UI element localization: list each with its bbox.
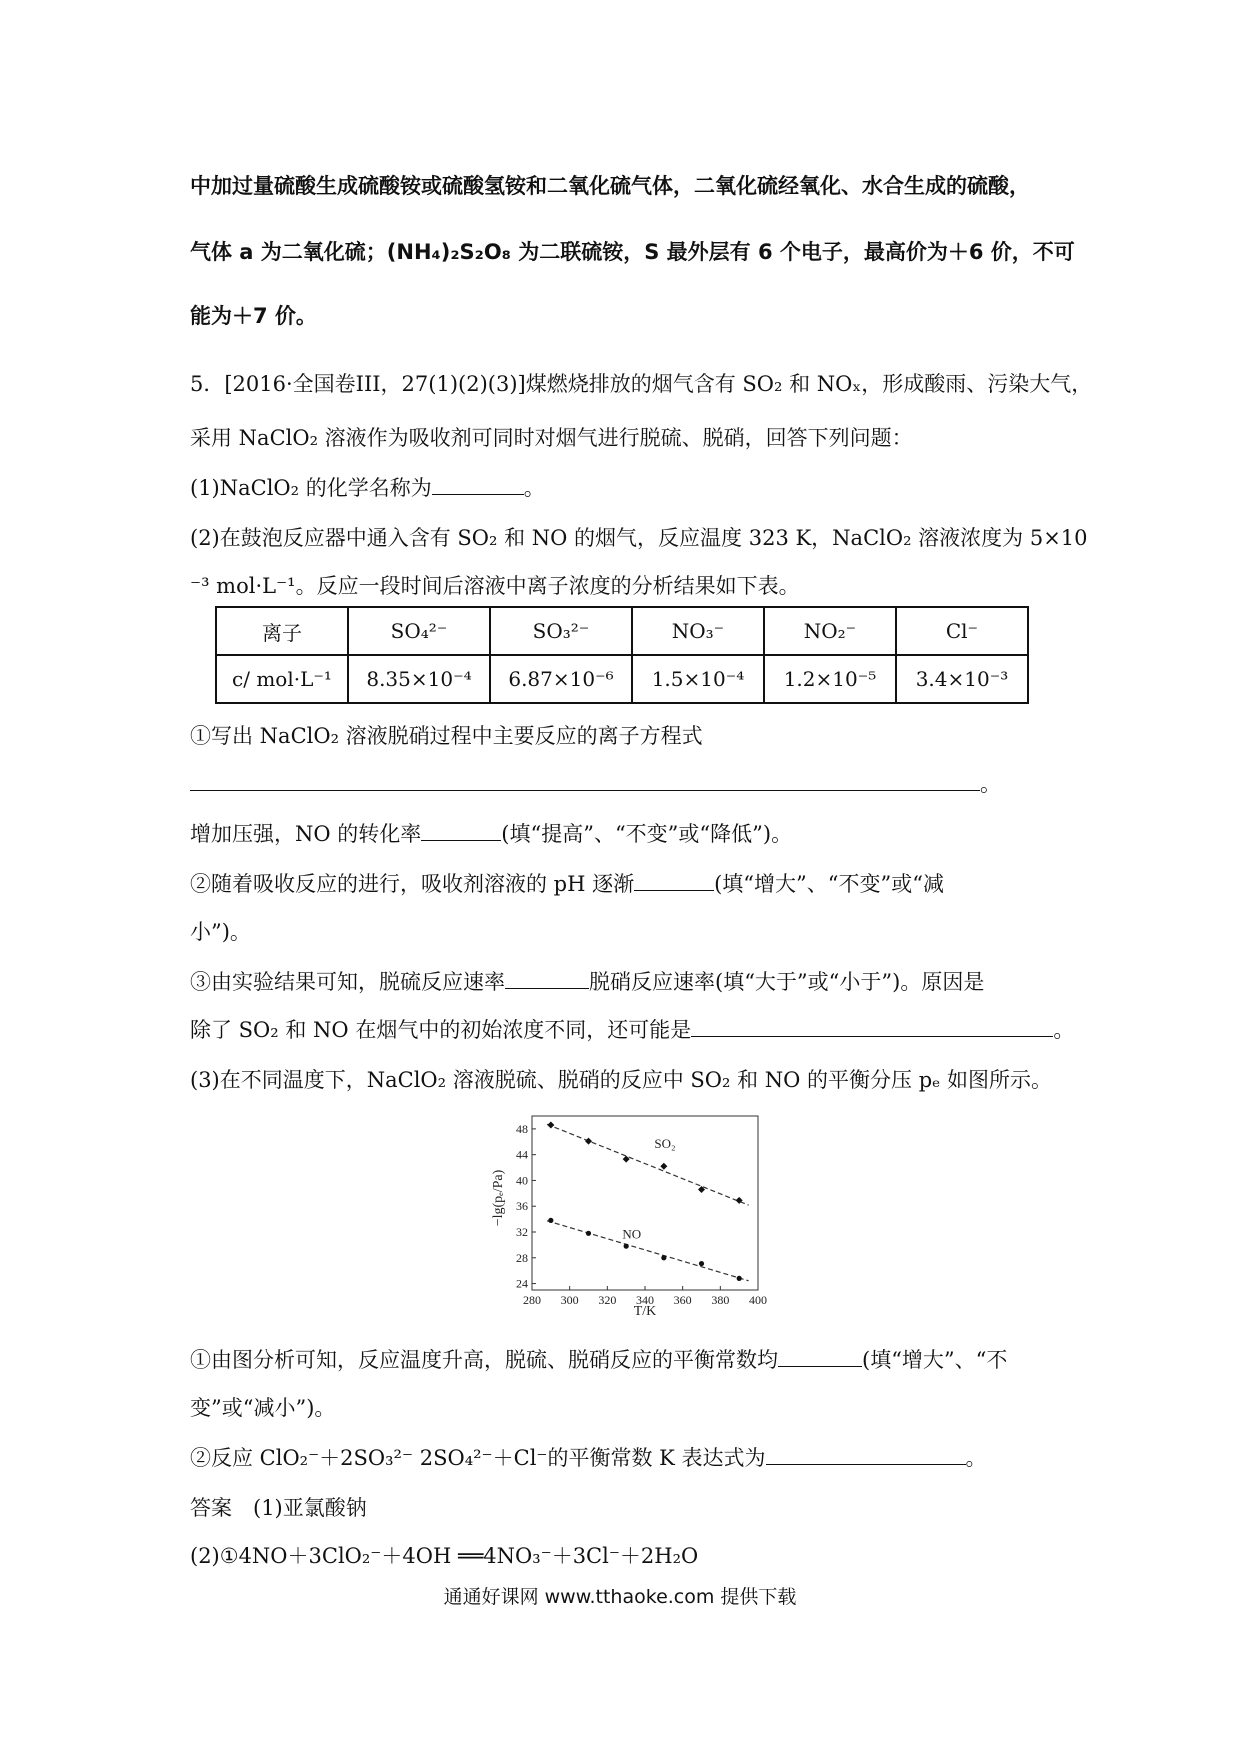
x-tick-label: 280 bbox=[523, 1293, 541, 1307]
y-tick-label: 24 bbox=[516, 1276, 528, 1291]
q-r1-end: (填“增大”、“不 bbox=[862, 1348, 1008, 1372]
subq-3-text: ③由实验结果可知，脱硫反应速率 bbox=[190, 970, 505, 994]
data-point bbox=[699, 1261, 704, 1266]
data-point bbox=[661, 1255, 666, 1260]
part-2-line-2: ⁻³ mol·L⁻¹。反应一段时间后溶液中离子浓度的分析结果如下表。 bbox=[190, 574, 800, 598]
data-point bbox=[547, 1122, 554, 1129]
table-header-cell: 离子 bbox=[216, 607, 348, 655]
subq-1b-end: (填“提高”、“不变”或“降低”)。 bbox=[501, 822, 793, 846]
chart-ylabel: −lg(pₑ/Pa) bbox=[491, 1169, 506, 1227]
question-stem-1: 5．[2016·全国卷III，27(1)(2)(3)]煤燃烧排放的烟气含有 SO₂ 和 NOₓ，形成酸雨、污染大气， bbox=[190, 372, 1093, 396]
footer-text[interactable]: 通通好课网 www.tthaoke.com 提供下载 bbox=[443, 1586, 797, 1608]
subq-1b-text: 增加压强，NO 的转化率 bbox=[190, 822, 422, 846]
x-tick-label: 380 bbox=[711, 1293, 730, 1307]
table-cell: 8.35×10⁻⁴ bbox=[348, 655, 490, 703]
y-tick-label: 32 bbox=[516, 1225, 528, 1239]
x-tick-label: 300 bbox=[560, 1293, 579, 1307]
intro-line-1: 中加过量硫酸生成硫酸铵或硫酸氢铵和二氧化硫气体，二氧化硫经氧化、水合生成的硫酸， bbox=[190, 174, 1030, 198]
table-header-cell: NO₃⁻ bbox=[632, 607, 764, 655]
q-r1-line-1 bbox=[190, 1346, 1007, 1374]
subq-2-text: ②随着吸收反应的进行，吸收剂溶液的 pH 逐渐 bbox=[190, 872, 635, 896]
series-trend-line bbox=[547, 1124, 749, 1205]
subq-3-line-1 bbox=[190, 968, 984, 996]
y-tick-label: 28 bbox=[516, 1250, 528, 1265]
q-r1-line-2: 变”或“减小”)。 bbox=[190, 1396, 336, 1420]
table-cell: 1.5×10⁻⁴ bbox=[632, 655, 764, 703]
y-tick-label: 44 bbox=[516, 1147, 528, 1162]
answer-line-1: 答案 (1)亚氯酸钠 bbox=[190, 1496, 367, 1520]
chart-plot-area bbox=[532, 1116, 758, 1290]
subq-3-end: 脱硝反应速率(填“大于”或“小于”)。原因是 bbox=[589, 970, 985, 994]
table-cell: 1.2×10⁻⁵ bbox=[764, 655, 896, 703]
y-tick-label: 48 bbox=[516, 1121, 528, 1136]
data-point bbox=[737, 1276, 742, 1281]
table-header-row bbox=[216, 607, 1028, 655]
x-tick-label: 360 bbox=[673, 1293, 692, 1307]
data-point bbox=[623, 1156, 630, 1163]
answer-blank-equation[interactable] bbox=[190, 770, 980, 791]
part-1-end: 。 bbox=[523, 476, 545, 500]
intro-line-3: 能为＋7 价。 bbox=[190, 304, 317, 328]
table-header-cell: SO₃²⁻ bbox=[490, 607, 632, 655]
subq-1b bbox=[190, 820, 792, 848]
q-r1-text: ①由图分析可知，反应温度升高，脱硫、脱硝反应的平衡常数均 bbox=[190, 1348, 778, 1372]
answer-blank-constant[interactable] bbox=[778, 1346, 862, 1367]
table-row bbox=[216, 655, 1028, 703]
answer-blank-conversion[interactable] bbox=[421, 820, 501, 841]
data-point bbox=[585, 1138, 592, 1145]
part-1-text: (1)NaClO₂ 的化学名称为 bbox=[190, 476, 432, 500]
subq-2-end: (填“增大”、“不变”或“减 bbox=[714, 872, 944, 896]
answer-blank-ph[interactable] bbox=[634, 870, 714, 891]
answer-blank-rate[interactable] bbox=[505, 968, 589, 989]
answer-blank-k-expression[interactable] bbox=[766, 1444, 966, 1465]
data-point bbox=[624, 1244, 629, 1249]
q-r2-text: ②反应 ClO₂⁻＋2SO₃²⁻ 2SO₄²⁻＋Cl⁻的平衡常数 K 表达式为 bbox=[190, 1446, 766, 1470]
subq-3b-text: 除了 SO₂ 和 NO 在烟气中的初始浓度不同，还可能是 bbox=[190, 1018, 692, 1042]
part-3: (3)在不同温度下，NaClO₂ 溶液脱硫、脱硝的反应中 SO₂ 和 NO 的平衡分压 pₑ 如图所示。 bbox=[190, 1068, 1052, 1092]
table-header-cell: SO₄²⁻ bbox=[348, 607, 490, 655]
series-trend-line bbox=[547, 1221, 749, 1281]
y-tick-label: 36 bbox=[516, 1199, 528, 1214]
part-1 bbox=[190, 474, 545, 502]
data-point bbox=[586, 1231, 591, 1236]
intro-line-2: 气体 a 为二氧化硫；(NH₄)₂S₂O₈ 为二联硫铵，S 最外层有 6 个电子，最高价为＋6 价，不可 bbox=[190, 240, 1075, 264]
table-header-cell: NO₂⁻ bbox=[764, 607, 896, 655]
table-cell: 6.87×10⁻⁶ bbox=[490, 655, 632, 703]
ion-concentration-table bbox=[215, 606, 1029, 704]
q-r2 bbox=[190, 1444, 987, 1472]
question-stem-2: 采用 NaClO₂ 溶液作为吸收剂可同时对烟气进行脱硫、脱硝，回答下列问题： bbox=[190, 426, 913, 450]
series-label: SO₂ bbox=[654, 1136, 676, 1152]
data-point bbox=[660, 1163, 667, 1170]
subq-2-line-1 bbox=[190, 870, 944, 898]
x-tick-label: 400 bbox=[749, 1293, 767, 1307]
answer-line-2: (2)①4NO＋3ClO₂⁻＋4OH ══4NO₃⁻＋3Cl⁻＋2H₂O bbox=[190, 1544, 699, 1568]
y-tick-label: 40 bbox=[516, 1173, 528, 1188]
data-point bbox=[548, 1218, 553, 1223]
chart-xlabel: T/K bbox=[633, 1304, 657, 1319]
subq-3-line-2 bbox=[190, 1016, 1074, 1044]
table-cell: 3.4×10⁻³ bbox=[896, 655, 1028, 703]
table-header-cell: Cl⁻ bbox=[896, 607, 1028, 655]
q-r2-end: 。 bbox=[965, 1446, 987, 1470]
part-2-line-1: (2)在鼓泡反应器中通入含有 SO₂ 和 NO 的烟气，反应温度 323 K，NaClO₂ 溶液浓度为 5×10 bbox=[190, 526, 1088, 550]
subq-1-end: 。 bbox=[980, 772, 1001, 796]
subq-3b-end: 。 bbox=[1053, 1018, 1075, 1042]
subq-1-answer-line bbox=[190, 770, 1001, 798]
answer-blank-reason[interactable] bbox=[691, 1016, 1053, 1037]
subq-2-line-2: 小”)。 bbox=[190, 920, 251, 944]
equilibrium-pressure-chart bbox=[480, 1108, 770, 1320]
x-tick-label: 320 bbox=[598, 1293, 617, 1307]
table-cell: c/ mol·L⁻¹ bbox=[216, 655, 348, 703]
x-tick-label: 340 bbox=[636, 1293, 654, 1307]
subq-1: ①写出 NaClO₂ 溶液脱硝过程中主要反应的离子方程式 bbox=[190, 724, 703, 748]
answer-blank-1[interactable] bbox=[432, 474, 524, 495]
series-label: NO bbox=[622, 1226, 642, 1242]
